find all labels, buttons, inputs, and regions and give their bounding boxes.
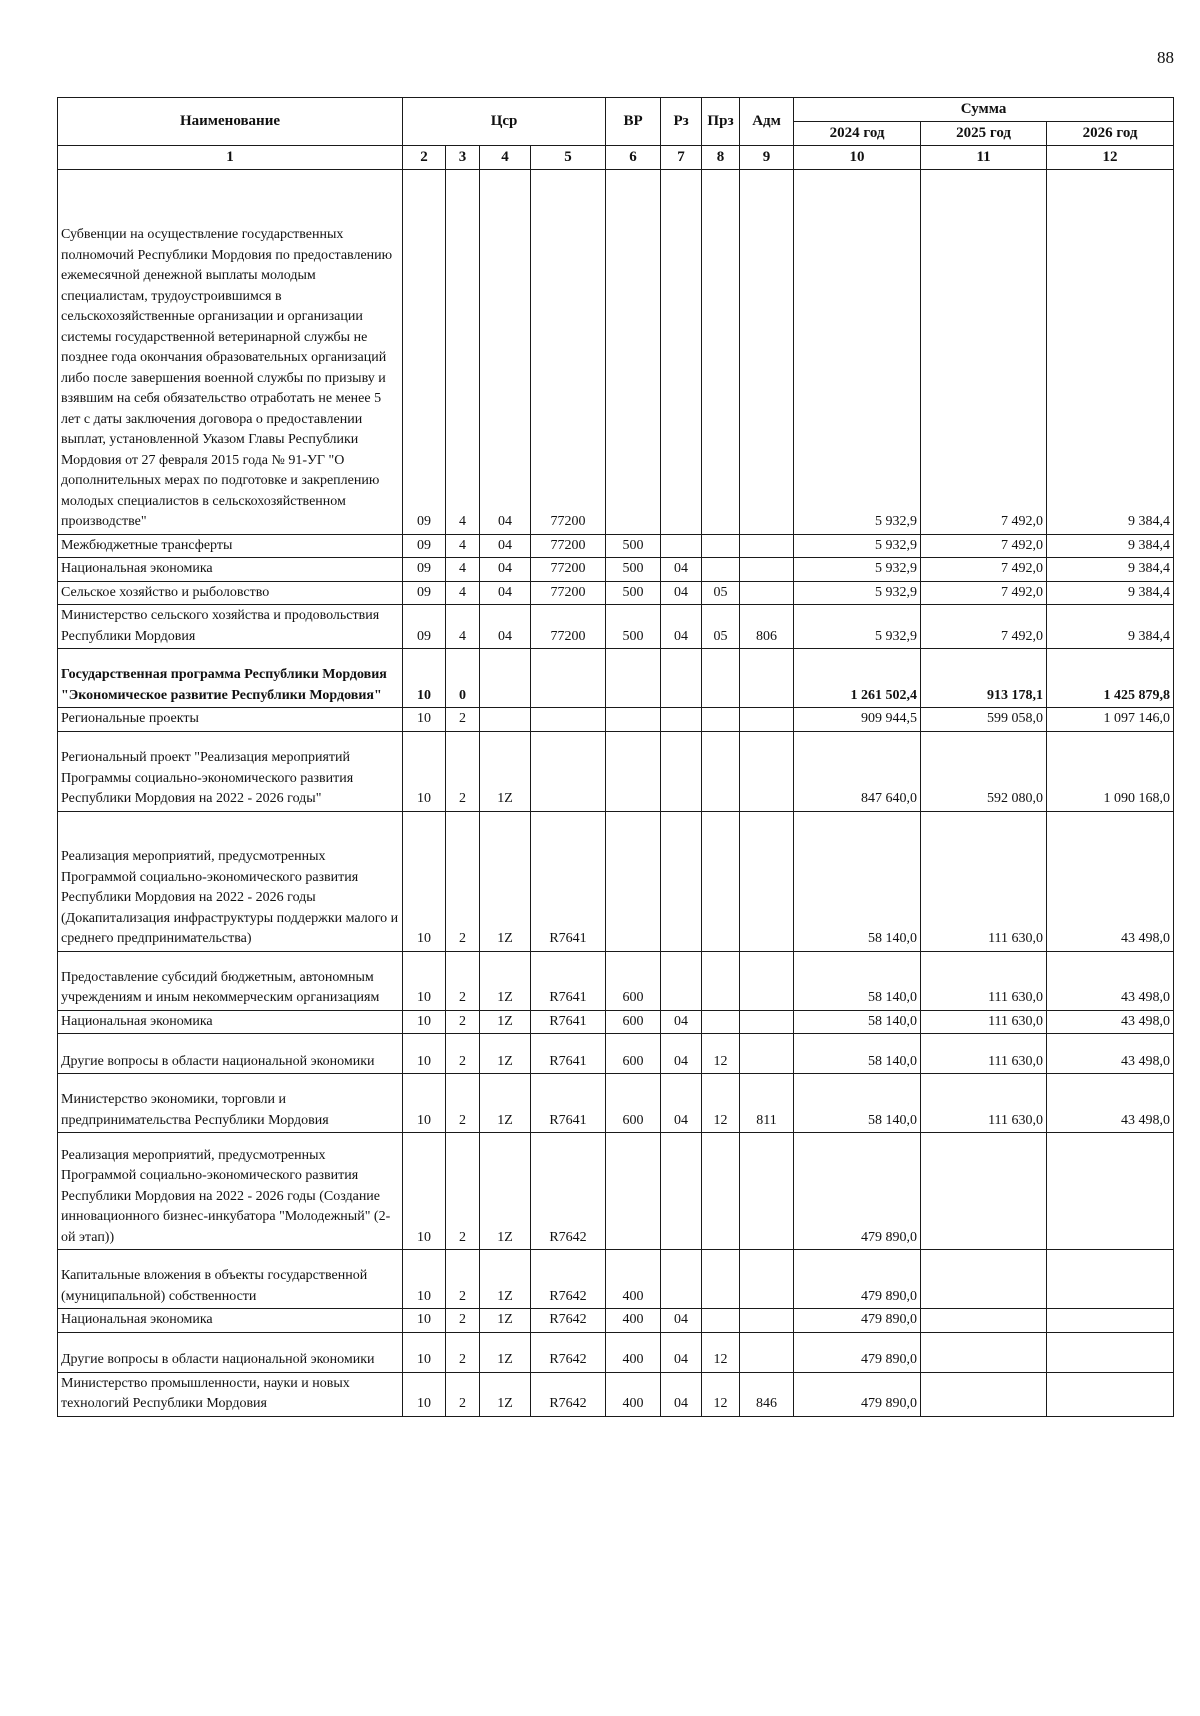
row-name: Национальная экономика — [58, 1010, 403, 1034]
budget-table — [57, 97, 1174, 1417]
header-vr: ВР — [606, 98, 661, 146]
row-prz — [702, 649, 740, 708]
table-row — [58, 1309, 1174, 1333]
row-csr-program: 10 — [403, 1133, 446, 1250]
table-row — [58, 649, 1174, 708]
row-sum-2025 — [921, 1332, 1047, 1372]
row-csr-event: 04 — [480, 534, 531, 558]
row-vr: 400 — [606, 1250, 661, 1309]
row-csr-event: 1Z — [480, 1133, 531, 1250]
row-rz: 04 — [661, 1034, 702, 1074]
row-sum-2025: 7 492,0 — [921, 581, 1047, 605]
row-csr-program: 10 — [403, 649, 446, 708]
column-number-row — [58, 146, 1174, 170]
row-rz: 04 — [661, 1332, 702, 1372]
column-number: 10 — [794, 146, 921, 170]
row-rz: 04 — [661, 1309, 702, 1333]
table-row — [58, 1074, 1174, 1133]
row-csr-program: 09 — [403, 581, 446, 605]
header-csr: Цср — [403, 98, 606, 146]
row-name: Предоставление субсидий бюджетным, автономным учреждениям и иным некоммерческим организациям — [58, 951, 403, 1010]
row-csr-program: 10 — [403, 731, 446, 811]
row-name: Капитальные вложения в объекты государственной (муниципальной) собственности — [58, 1250, 403, 1309]
row-csr-program: 10 — [403, 1332, 446, 1372]
row-prz: 12 — [702, 1332, 740, 1372]
row-sum-2025: 111 630,0 — [921, 811, 1047, 951]
row-csr-program: 10 — [403, 951, 446, 1010]
row-csr-subprogram: 2 — [446, 1074, 480, 1133]
row-csr-event: 1Z — [480, 731, 531, 811]
row-csr-subprogram: 2 — [446, 1309, 480, 1333]
row-sum-2024: 479 890,0 — [794, 1332, 921, 1372]
row-rz — [661, 1250, 702, 1309]
row-vr: 600 — [606, 1074, 661, 1133]
row-sum-2025: 7 492,0 — [921, 558, 1047, 582]
row-rz — [661, 169, 702, 534]
row-adm — [740, 708, 794, 732]
row-adm — [740, 649, 794, 708]
header-adm: Адм — [740, 98, 794, 146]
row-prz: 12 — [702, 1372, 740, 1416]
row-sum-2024: 909 944,5 — [794, 708, 921, 732]
row-csr-subprogram: 2 — [446, 708, 480, 732]
row-csr-program: 10 — [403, 1250, 446, 1309]
row-csr-event: 1Z — [480, 1332, 531, 1372]
row-vr: 600 — [606, 951, 661, 1010]
row-prz — [702, 169, 740, 534]
row-sum-2026: 1 097 146,0 — [1047, 708, 1174, 732]
row-name: Реализация мероприятий, предусмотренных Программой социально-экономического развития Республики Мордовия на 2022 - 2026 годы (Создание инновационного бизнес-инкубатора "Молодежный" (2-ой этап)) — [58, 1133, 403, 1250]
row-adm — [740, 811, 794, 951]
table-row — [58, 558, 1174, 582]
row-csr-program: 10 — [403, 1372, 446, 1416]
row-sum-2024: 58 140,0 — [794, 811, 921, 951]
row-vr: 400 — [606, 1372, 661, 1416]
row-csr-event: 1Z — [480, 1250, 531, 1309]
row-csr-event: 1Z — [480, 811, 531, 951]
row-csr-program: 09 — [403, 605, 446, 649]
row-prz — [702, 811, 740, 951]
row-csr-direction: 77200 — [531, 169, 606, 534]
row-adm: 811 — [740, 1074, 794, 1133]
header-rz: Рз — [661, 98, 702, 146]
row-csr-program: 10 — [403, 1074, 446, 1133]
row-adm: 846 — [740, 1372, 794, 1416]
row-csr-subprogram: 2 — [446, 1250, 480, 1309]
row-sum-2025 — [921, 1133, 1047, 1250]
row-sum-2026: 43 498,0 — [1047, 1010, 1174, 1034]
row-sum-2025 — [921, 1309, 1047, 1333]
table-row — [58, 169, 1174, 534]
column-number: 1 — [58, 146, 403, 170]
row-sum-2026: 9 384,4 — [1047, 534, 1174, 558]
row-csr-program: 09 — [403, 558, 446, 582]
row-csr-event: 1Z — [480, 1309, 531, 1333]
row-adm — [740, 558, 794, 582]
row-name: Сельское хозяйство и рыболовство — [58, 581, 403, 605]
row-csr-direction: 77200 — [531, 534, 606, 558]
row-sum-2026: 9 384,4 — [1047, 605, 1174, 649]
row-rz: 04 — [661, 1372, 702, 1416]
table-row — [58, 605, 1174, 649]
row-name: Министерство промышленности, науки и новых технологий Республики Мордовия — [58, 1372, 403, 1416]
row-vr: 500 — [606, 581, 661, 605]
row-prz — [702, 534, 740, 558]
header-year-2025: 2025 год — [921, 122, 1047, 146]
row-csr-direction — [531, 649, 606, 708]
row-csr-subprogram: 2 — [446, 1372, 480, 1416]
row-csr-program: 10 — [403, 1010, 446, 1034]
row-sum-2026: 43 498,0 — [1047, 1034, 1174, 1074]
row-vr: 400 — [606, 1332, 661, 1372]
row-csr-program: 10 — [403, 811, 446, 951]
row-sum-2024: 1 261 502,4 — [794, 649, 921, 708]
row-csr-direction: R7642 — [531, 1133, 606, 1250]
row-adm — [740, 1309, 794, 1333]
row-adm — [740, 1034, 794, 1074]
row-prz — [702, 1133, 740, 1250]
row-sum-2025: 599 058,0 — [921, 708, 1047, 732]
row-csr-event: 1Z — [480, 1034, 531, 1074]
row-adm — [740, 731, 794, 811]
row-sum-2024: 58 140,0 — [794, 951, 921, 1010]
row-sum-2025: 111 630,0 — [921, 1034, 1047, 1074]
row-sum-2025: 7 492,0 — [921, 605, 1047, 649]
row-csr-direction: R7642 — [531, 1372, 606, 1416]
row-sum-2026 — [1047, 1133, 1174, 1250]
row-csr-program: 10 — [403, 1034, 446, 1074]
row-csr-subprogram: 2 — [446, 1133, 480, 1250]
row-prz — [702, 1010, 740, 1034]
row-csr-program: 10 — [403, 708, 446, 732]
row-sum-2024: 479 890,0 — [794, 1133, 921, 1250]
row-sum-2025: 111 630,0 — [921, 1010, 1047, 1034]
table-row — [58, 534, 1174, 558]
column-number: 11 — [921, 146, 1047, 170]
row-vr — [606, 169, 661, 534]
row-csr-subprogram: 4 — [446, 581, 480, 605]
row-prz: 05 — [702, 605, 740, 649]
row-csr-event: 04 — [480, 605, 531, 649]
row-sum-2024: 479 890,0 — [794, 1250, 921, 1309]
row-csr-subprogram: 2 — [446, 811, 480, 951]
row-rz: 04 — [661, 581, 702, 605]
row-csr-subprogram: 2 — [446, 1332, 480, 1372]
row-csr-subprogram: 4 — [446, 558, 480, 582]
row-rz — [661, 1133, 702, 1250]
row-csr-direction: 77200 — [531, 581, 606, 605]
row-sum-2026: 43 498,0 — [1047, 811, 1174, 951]
column-number: 2 — [403, 146, 446, 170]
row-csr-direction — [531, 708, 606, 732]
row-rz — [661, 534, 702, 558]
row-csr-event: 04 — [480, 558, 531, 582]
table-row — [58, 1034, 1174, 1074]
row-vr — [606, 1133, 661, 1250]
row-rz — [661, 708, 702, 732]
column-number: 8 — [702, 146, 740, 170]
row-vr: 500 — [606, 605, 661, 649]
column-number: 5 — [531, 146, 606, 170]
row-sum-2024: 479 890,0 — [794, 1372, 921, 1416]
row-name: Региональный проект "Реализация мероприятий Программы социально-экономического развития Республики Мордовия на 2022 - 2026 годы" — [58, 731, 403, 811]
row-csr-event: 1Z — [480, 1010, 531, 1034]
row-vr: 400 — [606, 1309, 661, 1333]
row-prz — [702, 1250, 740, 1309]
row-prz — [702, 708, 740, 732]
header-sum: Сумма — [794, 98, 1174, 122]
row-csr-direction: R7641 — [531, 1010, 606, 1034]
row-rz — [661, 731, 702, 811]
row-sum-2026: 1 090 168,0 — [1047, 731, 1174, 811]
row-csr-direction: R7641 — [531, 811, 606, 951]
row-rz — [661, 951, 702, 1010]
table-row — [58, 731, 1174, 811]
column-number: 12 — [1047, 146, 1174, 170]
row-sum-2024: 847 640,0 — [794, 731, 921, 811]
row-vr — [606, 731, 661, 811]
row-sum-2025 — [921, 1372, 1047, 1416]
row-sum-2025 — [921, 1250, 1047, 1309]
row-csr-subprogram: 2 — [446, 731, 480, 811]
row-adm — [740, 581, 794, 605]
row-name: Межбюджетные трансферты — [58, 534, 403, 558]
row-csr-program: 10 — [403, 1309, 446, 1333]
row-rz — [661, 811, 702, 951]
row-vr: 500 — [606, 558, 661, 582]
row-csr-event: 1Z — [480, 1372, 531, 1416]
row-csr-program: 09 — [403, 534, 446, 558]
row-name: Национальная экономика — [58, 1309, 403, 1333]
row-sum-2026: 9 384,4 — [1047, 169, 1174, 534]
header-prz: Прз — [702, 98, 740, 146]
row-sum-2026 — [1047, 1332, 1174, 1372]
row-sum-2024: 58 140,0 — [794, 1074, 921, 1133]
row-sum-2025: 7 492,0 — [921, 169, 1047, 534]
row-adm — [740, 1010, 794, 1034]
row-csr-event — [480, 649, 531, 708]
row-csr-event — [480, 708, 531, 732]
row-sum-2024: 5 932,9 — [794, 581, 921, 605]
row-sum-2024: 5 932,9 — [794, 169, 921, 534]
table-row — [58, 708, 1174, 732]
row-adm: 806 — [740, 605, 794, 649]
row-name: Национальная экономика — [58, 558, 403, 582]
row-rz: 04 — [661, 605, 702, 649]
row-sum-2024: 5 932,9 — [794, 534, 921, 558]
column-number: 9 — [740, 146, 794, 170]
row-sum-2026: 9 384,4 — [1047, 581, 1174, 605]
row-vr: 600 — [606, 1034, 661, 1074]
row-csr-subprogram: 4 — [446, 169, 480, 534]
row-sum-2026: 43 498,0 — [1047, 951, 1174, 1010]
row-adm — [740, 1250, 794, 1309]
row-sum-2024: 479 890,0 — [794, 1309, 921, 1333]
row-sum-2025: 111 630,0 — [921, 951, 1047, 1010]
table-row — [58, 951, 1174, 1010]
table-row — [58, 1372, 1174, 1416]
row-vr: 500 — [606, 534, 661, 558]
row-prz — [702, 1309, 740, 1333]
row-csr-direction — [531, 731, 606, 811]
row-prz — [702, 558, 740, 582]
row-prz: 12 — [702, 1074, 740, 1133]
row-csr-subprogram: 2 — [446, 951, 480, 1010]
row-rz: 04 — [661, 558, 702, 582]
table-row — [58, 1133, 1174, 1250]
row-sum-2024: 58 140,0 — [794, 1034, 921, 1074]
row-sum-2025: 592 080,0 — [921, 731, 1047, 811]
table-row — [58, 1010, 1174, 1034]
row-adm — [740, 1133, 794, 1250]
row-sum-2026 — [1047, 1372, 1174, 1416]
row-rz: 04 — [661, 1010, 702, 1034]
row-csr-subprogram: 4 — [446, 605, 480, 649]
row-vr — [606, 811, 661, 951]
row-prz: 05 — [702, 581, 740, 605]
row-name: Другие вопросы в области национальной экономики — [58, 1332, 403, 1372]
header-year-2024: 2024 год — [794, 122, 921, 146]
row-rz: 04 — [661, 1074, 702, 1133]
row-name: Другие вопросы в области национальной экономики — [58, 1034, 403, 1074]
row-sum-2026: 43 498,0 — [1047, 1074, 1174, 1133]
row-sum-2024: 5 932,9 — [794, 558, 921, 582]
row-csr-direction: R7642 — [531, 1250, 606, 1309]
row-adm — [740, 1332, 794, 1372]
row-csr-direction: 77200 — [531, 558, 606, 582]
row-prz — [702, 951, 740, 1010]
row-vr — [606, 708, 661, 732]
row-csr-event: 1Z — [480, 951, 531, 1010]
table-row — [58, 1332, 1174, 1372]
row-vr: 600 — [606, 1010, 661, 1034]
row-csr-program: 09 — [403, 169, 446, 534]
row-adm — [740, 534, 794, 558]
table-row — [58, 1250, 1174, 1309]
row-sum-2024: 58 140,0 — [794, 1010, 921, 1034]
column-number: 6 — [606, 146, 661, 170]
page-number: 88 — [1157, 48, 1174, 67]
row-sum-2025: 913 178,1 — [921, 649, 1047, 708]
row-csr-direction: R7641 — [531, 1074, 606, 1133]
column-number: 7 — [661, 146, 702, 170]
row-csr-subprogram: 4 — [446, 534, 480, 558]
row-rz — [661, 649, 702, 708]
table-row — [58, 581, 1174, 605]
row-csr-direction: R7641 — [531, 1034, 606, 1074]
row-csr-direction: 77200 — [531, 605, 606, 649]
row-prz: 12 — [702, 1034, 740, 1074]
row-name: Субвенции на осуществление государственных полномочий Республики Мордовия по предоставлению ежемесячной денежной выплаты молодым специалистам, трудоустроившимся в сельскохозяйственные организации и организации системы государственной ветеринарной службы не позднее года окончания образовательных организаций либо после завершения военной службы по призыву и взявшим на себя обязательство отработать не менее 5 лет с даты заключения договора о предоставлении выплат, установленной Указом Главы Республики Мордовия от 27 февраля 2015 года № 91-УГ "О дополнительных мерах по подготовке и закреплению молодых специалистов в сельскохозяйственном производстве" — [58, 169, 403, 534]
row-name: Министерство сельского хозяйства и продовольствия Республики Мордовия — [58, 605, 403, 649]
row-csr-event: 04 — [480, 581, 531, 605]
row-name: Региональные проекты — [58, 708, 403, 732]
column-number: 4 — [480, 146, 531, 170]
row-csr-direction: R7642 — [531, 1309, 606, 1333]
row-csr-subprogram: 0 — [446, 649, 480, 708]
row-name: Государственная программа Республики Мордовия "Экономическое развитие Республики Мордовия" — [58, 649, 403, 708]
row-csr-subprogram: 2 — [446, 1010, 480, 1034]
row-prz — [702, 731, 740, 811]
column-number: 3 — [446, 146, 480, 170]
row-adm — [740, 169, 794, 534]
row-adm — [740, 951, 794, 1010]
row-sum-2025: 7 492,0 — [921, 534, 1047, 558]
table-row — [58, 811, 1174, 951]
header-name: Наименование — [58, 98, 403, 146]
row-csr-event: 1Z — [480, 1074, 531, 1133]
row-csr-event: 04 — [480, 169, 531, 534]
row-name: Реализация мероприятий, предусмотренных Программой социально-экономического развития Республики Мордовия на 2022 - 2026 годы (Докапитализация инфраструктуры поддержки малого и среднего предпринимательства) — [58, 811, 403, 951]
header-year-2026: 2026 год — [1047, 122, 1174, 146]
row-sum-2026: 9 384,4 — [1047, 558, 1174, 582]
row-sum-2024: 5 932,9 — [794, 605, 921, 649]
row-csr-direction: R7642 — [531, 1332, 606, 1372]
row-csr-subprogram: 2 — [446, 1034, 480, 1074]
row-vr — [606, 649, 661, 708]
row-name: Министерство экономики, торговли и предпринимательства Республики Мордовия — [58, 1074, 403, 1133]
row-sum-2026 — [1047, 1309, 1174, 1333]
table-body — [58, 169, 1174, 1416]
row-csr-direction: R7641 — [531, 951, 606, 1010]
row-sum-2026: 1 425 879,8 — [1047, 649, 1174, 708]
row-sum-2026 — [1047, 1250, 1174, 1309]
row-sum-2025: 111 630,0 — [921, 1074, 1047, 1133]
